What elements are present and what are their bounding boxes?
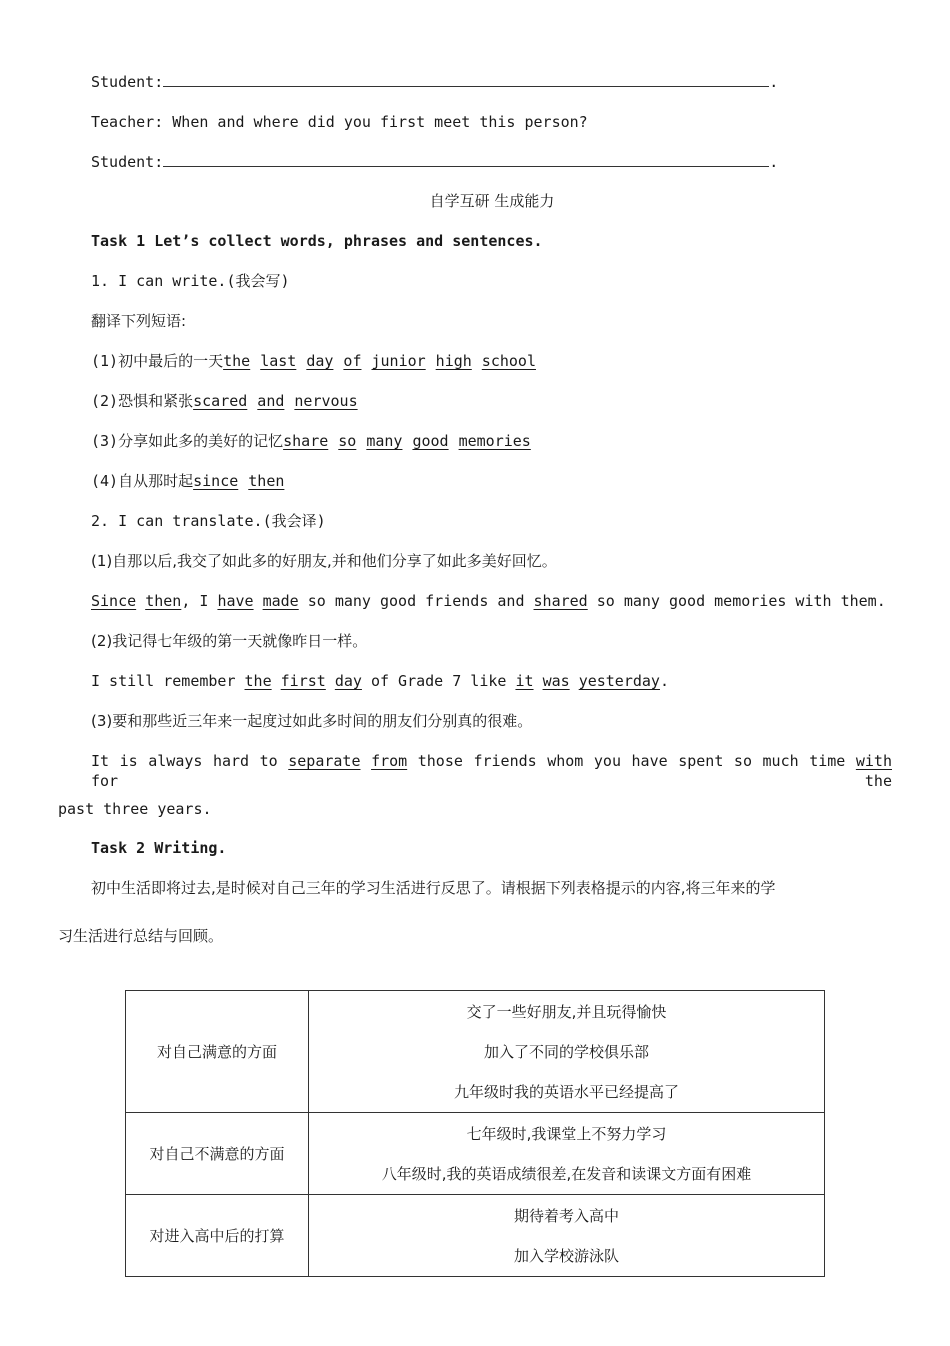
- list-item: 八年级时,我的英语成绩很差,在发音和读课文方面有困难: [381, 1164, 752, 1183]
- reflection-table: [125, 990, 825, 1277]
- student-label: Student:: [91, 153, 164, 171]
- table-row: [126, 1113, 825, 1195]
- phrase-answer: share so many good memories: [283, 432, 531, 450]
- sentence-cn: (1)自那以后,我交了如此多的好朋友,并和他们分享了如此多美好回忆。: [91, 552, 557, 570]
- student-label: Student:: [91, 73, 164, 91]
- part1-title: 1. I can write.(我会写): [91, 272, 290, 290]
- task2-paragraph-continued: 习生活进行总结与回顾。: [58, 927, 224, 945]
- phrase-item: (1)初中最后的一天the last day of junior high school: [91, 352, 536, 370]
- sentence-en: Since then, I have made so many good friends and shared so many good memories with them.: [91, 592, 886, 610]
- answer-blank[interactable]: [163, 86, 769, 87]
- sentence-en-continued: past three years.: [58, 800, 212, 818]
- phrase-answer: scared and nervous: [193, 392, 358, 410]
- phrase-item: (2)恐惧和紧张scared and nervous: [91, 392, 358, 410]
- task2-title: Task 2 Writing.: [91, 839, 227, 857]
- phrase-item: (4)自从那时起since then: [91, 472, 285, 490]
- section-title: 自学互研 生成能力: [429, 192, 555, 210]
- list-item: 期待着考入高中: [513, 1206, 619, 1225]
- sentence-en: It is always hard to separate from those friends whom you have spent so much time with for the: [91, 752, 892, 790]
- part2-title: 2. I can translate.(我会译): [91, 512, 326, 530]
- table-row: [126, 1195, 825, 1277]
- phrase-answer: since then: [193, 472, 285, 490]
- row-content: [309, 1113, 825, 1195]
- sentence-en: I still remember the first day of Grade 7 like it was yesterday.: [91, 672, 669, 690]
- phrase-answer: the last day of junior high school: [223, 352, 536, 370]
- row-content: [309, 991, 825, 1113]
- row-label: 对自己满意的方面: [126, 991, 309, 1113]
- task1-title: Task 1 Let’s collect words, phrases and sentences.: [91, 232, 543, 250]
- teacher-question: Teacher: When and where did you first meet this person?: [91, 113, 588, 131]
- student-line-1: Student: .: [91, 73, 779, 91]
- sentence-cn: (3)要和那些近三年来一起度过如此多时间的朋友们分别真的很难。: [91, 712, 533, 730]
- row-label: 对进入高中后的打算: [126, 1195, 309, 1277]
- sentence-cn: (2)我记得七年级的第一天就像昨日一样。: [91, 632, 368, 650]
- answer-blank[interactable]: [163, 166, 769, 167]
- list-item: 加入了不同的学校俱乐部: [483, 1042, 649, 1061]
- table-row: [126, 991, 825, 1113]
- list-item: 九年级时我的英语水平已经提高了: [453, 1082, 679, 1101]
- student-line-2: Student: .: [91, 153, 779, 171]
- row-label: 对自己不满意的方面: [126, 1113, 309, 1195]
- instruction: 翻译下列短语:: [91, 312, 187, 330]
- phrase-item: (3)分享如此多的美好的记忆share so many good memories: [91, 432, 531, 450]
- list-item: 加入学校游泳队: [513, 1246, 619, 1265]
- list-item: 七年级时,我课堂上不努力学习: [466, 1124, 667, 1143]
- task2-paragraph: 初中生活即将过去,是时候对自己三年的学习生活进行反思了。请根据下列表格提示的内容,将三年来的学: [91, 879, 776, 897]
- list-item: 交了一些好朋友,并且玩得愉快: [466, 1002, 667, 1021]
- row-content: [309, 1195, 825, 1277]
